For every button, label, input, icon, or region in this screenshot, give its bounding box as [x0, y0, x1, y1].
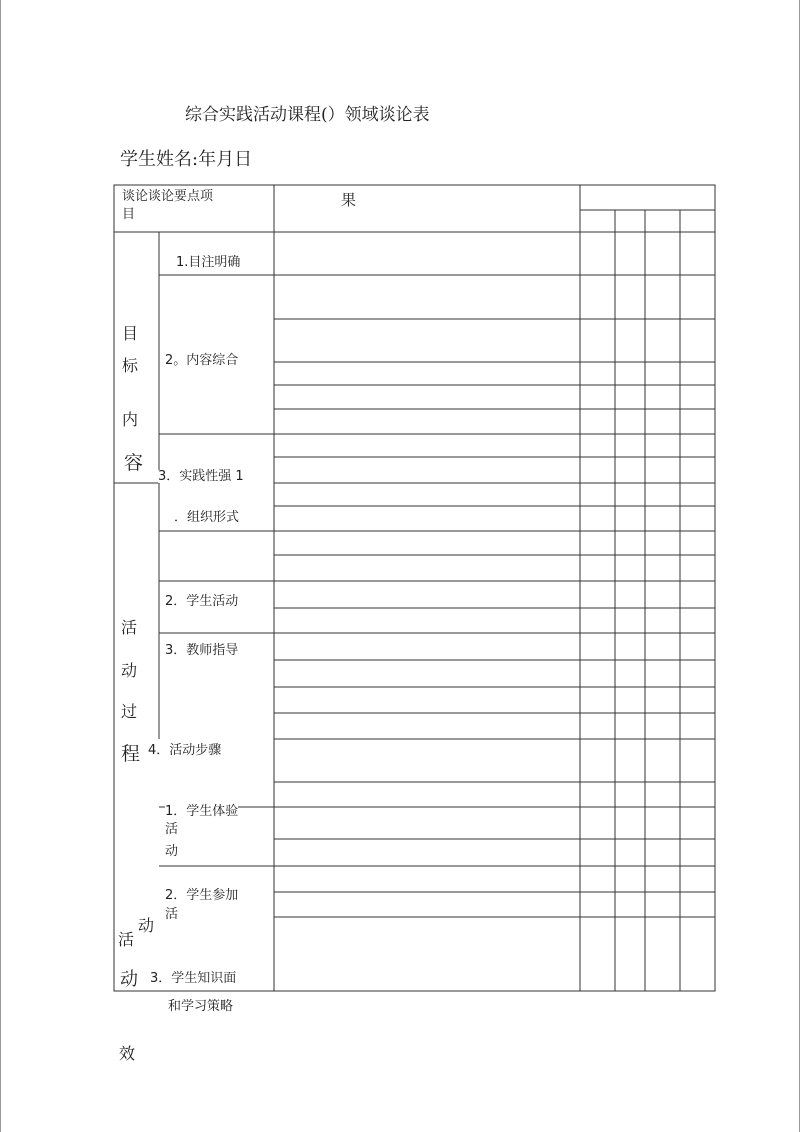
participate-line-1: 2．学生参加: [165, 888, 239, 903]
experience-line-1: 1．学生体验: [165, 804, 239, 819]
section-goal-char-3: 内: [122, 410, 139, 429]
experience-line-3: 动: [165, 844, 179, 859]
goal-item-practical: 3．实践性强 1: [158, 469, 244, 484]
page-border-left: [0, 0, 1, 1132]
participate-line-2: 活: [165, 907, 179, 922]
section-goal-char-2: 标: [122, 356, 139, 375]
section-process-char-1: 活: [121, 618, 138, 637]
section-effect-char-3: 效: [119, 1044, 136, 1063]
goal-item-integrated-content: 2。内容综合: [165, 353, 239, 368]
header-item: 目: [122, 207, 136, 222]
knowledge-line-1: 3．学生知识面: [150, 971, 237, 986]
section-effect-char-2: 动: [120, 969, 138, 990]
section-process-char-3: 过: [121, 702, 138, 721]
process-item-student-activity: 2．学生活动: [165, 594, 239, 609]
header-eval-points: 谈论谈论要点项: [122, 189, 214, 204]
section-effect-char-2a: 动: [138, 916, 155, 935]
document-title: 综合实践活动课程(）领域谈论表: [185, 105, 430, 125]
process-item-activity-steps: 4．活动步骤: [148, 743, 222, 758]
section-effect-char-1: 活: [118, 930, 135, 949]
section-process-char-2: 动: [121, 661, 138, 680]
header-result: 果: [341, 191, 357, 209]
table-outer-border: [114, 185, 715, 991]
experience-line-2: 活: [165, 822, 179, 837]
knowledge-line-2: 和学习策略: [168, 999, 234, 1014]
goal-item-clear-objectives: 1.目注明确: [176, 255, 241, 270]
process-item-teacher-guidance: 3．教师指导: [165, 643, 239, 658]
section-goal-char-4: 容: [124, 452, 144, 474]
org-form-label: ．组织形式: [174, 510, 240, 525]
section-goal-char-1: 目: [122, 324, 139, 343]
student-info-line: 学生姓名:年月日: [120, 149, 253, 170]
section-process-char-4: 程: [121, 743, 141, 765]
